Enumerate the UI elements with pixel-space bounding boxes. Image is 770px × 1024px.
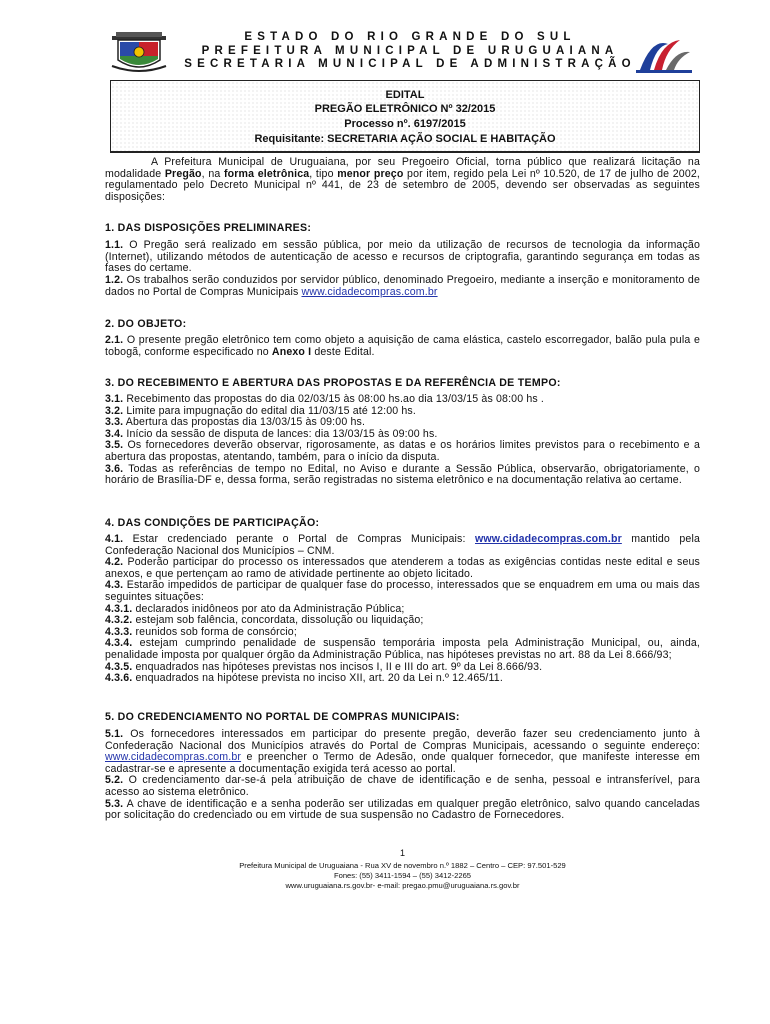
requisitante: Requisitante: SECRETARIA AÇÃO SOCIAL E HABITAÇÃO: [254, 133, 556, 145]
header-state: ESTADO DO RIO GRANDE DO SUL: [244, 31, 576, 43]
cidadecompras-link[interactable]: www.cidadecompras.com.br: [105, 751, 242, 764]
clause-5-1: 5.1. Os fornecedores interessados em participar do presente pregão, deverão fazer seu credenciamento junto à Confederação Nacional dos Municípios através do Portal de Compras Municipais, acessando o seguinte endereço: www.cidadecompras.com.br e preencher o Termo de Adesão, onde qualquer fornecedor, que manifeste interesse em cadastrar-se e apresente a documentação exigida terá acesso ao portal.: [105, 728, 700, 775]
clause-5-list: [105, 729, 700, 822]
section-5-heading: 5. DO CREDENCIAMENTO NO PORTAL DE COMPRAS MUNICIPAIS:: [105, 711, 460, 723]
clause-3-5: 3.5. Os fornecedores deverão observar, rigorosamente, as datas e os horários limites previstos para o recebimento e a abertura das propostas, atentando, também, para o início da disputa.: [105, 439, 700, 463]
processo-number: Processo nº. 6197/2015: [344, 118, 466, 130]
edital-heading-box: [110, 80, 700, 153]
coat-of-arms-icon: [110, 30, 168, 74]
clause-3-3: 3.3. Abertura das propostas dia 13/03/15 às 09:00 hs.: [105, 416, 366, 429]
clause-4-3: 4.3. Estarão impedidos de participar de qualquer fase do processo, interessados que se enquadrem em uma ou mais das seguintes situações:: [105, 579, 700, 603]
section-3-heading: 3. DO RECEBIMENTO E ABERTURA DAS PROPOSTAS E DA REFERÊNCIA DE TEMPO:: [105, 377, 561, 389]
footer-phones: Fones: (55) 3411-1594 – (55) 3412-2265: [333, 871, 472, 880]
clause-3-4: 3.4. Início da sessão de disputa de lances: dia 13/03/15 às 09:00 hs.: [105, 427, 438, 440]
clause-4-3-1: 4.3.1. declarados inidôneos por ato da Administração Pública;: [105, 602, 405, 615]
clause-4-list: [105, 534, 700, 685]
clause-3-2: 3.2. Limite para impugnação do edital dia 11/03/15 até 12:00 hs.: [105, 404, 416, 417]
clause-3-1: 3.1. Recebimento das propostas do dia 02/03/15 às 08:00 hs.ao dia 13/03/15 às 08:00 hs .: [105, 393, 545, 405]
clause-4-3-6: 4.3.6. enquadrados na hipótese prevista no inciso XII, art. 20 da Lei n.º 12.465/11.: [105, 672, 503, 685]
clause-4-2: 4.2. Poderão participar do processo os interessados que atenderem a todas as exigências contidas neste edital e seus anexos, e que pertençam ao ramo de atividade pertinente ao objeto licitado.: [105, 556, 700, 580]
clause-1-1: 1.1. O Pregão será realizado em sessão pública, por meio da utilização de recursos de tecnologia da informação (Internet), utilizando métodos de autenticação de acesso e recursos de criptografia, garantindo segurança em todas as fases do certame.: [105, 239, 700, 275]
header-secretaria: SECRETARIA MUNICIPAL DE ADMINISTRAÇÃO: [184, 58, 636, 70]
footer-web-email: www.uruguaiana.rs.gov.br- e-mail: pregao.pmu@uruguaiana.rs.gov.br: [285, 881, 520, 890]
clause-5-3: 5.3. A chave de identificação e a senha poderão ser utilizadas em qualquer pregão eletrônico, salvo quando canceladas por solicitação do credenciado ou em virtude de sua suspensão no Cadastro de Fornecedores.: [105, 797, 700, 822]
section-1-heading: 1. DAS DISPOSIÇÕES PRELIMINARES:: [105, 222, 312, 234]
clause-3-list: [105, 394, 700, 487]
clause-4-1: 4.1. Estar credenciado perante o Portal de Compras Municipais: www.cidadecompras.com.br mantido pela Confederação Nacional dos Municípios – CNM.: [105, 533, 700, 557]
edital-title: EDITAL: [385, 89, 425, 101]
clause-4-3-4: 4.3.4. estejam cumprindo penalidade de suspensão temporária imposta pela Administração Municipal, ou, ainda, penalidade imposta por qualquer órgão da Administração Pública, nas hipóteses previstas no art. 88 da Lei 8.666/93;: [105, 637, 700, 661]
clause-2-1: 2.1. O presente pregão eletrônico tem como objeto a aquisição de cama elástica, castelo escorregador, balão pula pula e tobogã, conforme especificado no Anexo I deste Edital.: [105, 334, 700, 358]
clause-4-3-2: 4.3.2. estejam sob falência, concordata, dissolução ou liquidação;: [105, 614, 424, 627]
clause-4-3-5: 4.3.5. enquadrados nas hipóteses previstas nos incisos I, II e III do art. 9º da Lei 8.666/93.: [105, 660, 543, 673]
clause-1-2: 1.2. Os trabalhos serão conduzidos por servidor público, denominado Pregoeiro, mediante a inserção e monitoramento de dados no Portal de Compras Municipais www.cidadecompras.com.br: [105, 274, 700, 298]
pregao-number: PREGÃO ELETRÔNICO Nº 32/2015: [314, 103, 496, 115]
clause-4-3-3: 4.3.3. reunidos sob forma de consórcio;: [105, 625, 297, 638]
cidadecompras-link[interactable]: www.cidadecompras.com.br: [301, 285, 438, 298]
intro-paragraph: A Prefeitura Municipal de Uruguaiana, por seu Pregoeiro Oficial, torna público que realizará licitação na modalidade Pregão, na forma eletrônica, tipo menor preço por item, regido pela Lei nº 10.520, de 17 de julho de 2002, regulamentado pelo Decreto Municipal nº 441, de 23 de setembro de 2005, devendo ser observadas as seguintes disposições:: [105, 156, 700, 203]
cidadecompras-link[interactable]: www.cidadecompras.com.br: [474, 533, 622, 545]
section-2-heading: 2. DO OBJETO:: [105, 318, 187, 330]
page-number: 1: [399, 848, 405, 858]
cidade-compras-logo-icon: [632, 30, 696, 78]
section-4-heading: 4. DAS CONDIÇÕES DE PARTICIPAÇÃO:: [105, 517, 320, 529]
clause-5-2: 5.2. O credenciamento dar-se-á pela atribuição de chave de identificação e de senha, pessoal e intransferível, para acesso ao sistema eletrônico.: [105, 774, 700, 798]
footer-address: Prefeitura Municipal de Uruguaiana - Rua XV de novembro n.º 1882 – Centro – CEP: 97.501-529: [239, 861, 566, 870]
clause-3-6: 3.6. Todas as referências de tempo no Edital, no Aviso e durante a Sessão Pública, observarão, obrigatoriamente, o horário de Brasília-DF e, dessa forma, serão registradas no sistema eletrônico e na documentação relativa ao certame.: [105, 462, 700, 487]
header-prefeitura: PREFEITURA MUNICIPAL DE URUGUAIANA: [201, 45, 619, 57]
